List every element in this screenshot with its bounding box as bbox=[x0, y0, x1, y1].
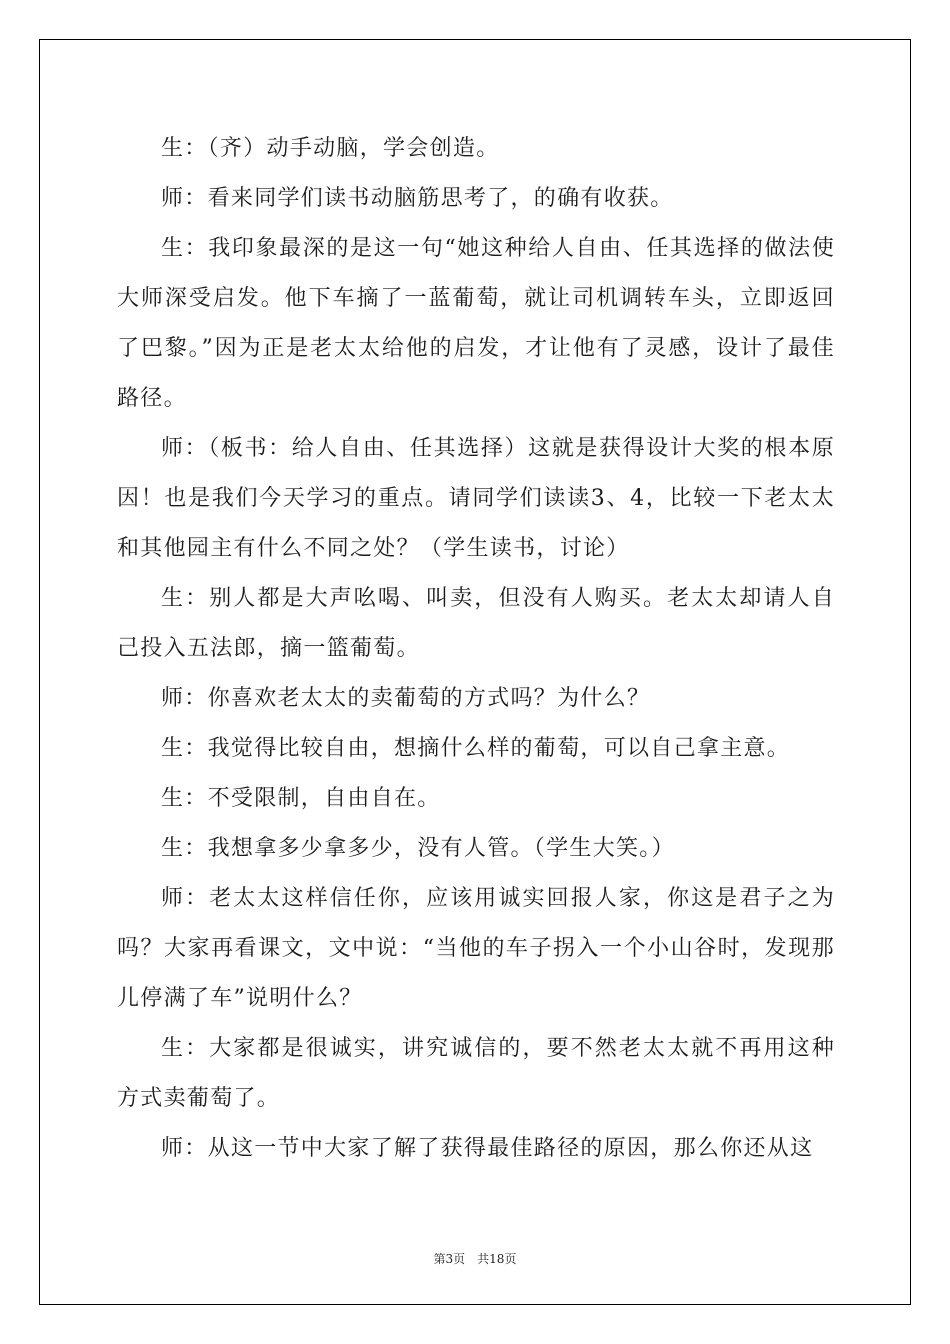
paragraph: 生：不受限制，自由自在。 bbox=[161, 786, 441, 811]
paragraph: 师：你喜欢老太太的卖葡萄的方式吗？为什么？ bbox=[161, 686, 651, 711]
paragraph: 生：我印象最深的是这一句“她这种给人自由、任其选择的做法使大师深受启发。他下车摘了一蓝葡萄，就让司机调转车头，立即返回了巴黎。”因为正是老太太给他的启发，才让他有了灵感，设计了最佳路径。 bbox=[117, 236, 835, 411]
paragraph: 生：我想拿多少拿多少，没有人管。（学生大笑。） bbox=[161, 836, 675, 861]
page-number: 第3页 bbox=[433, 1252, 466, 1266]
paragraph: 生：（齐）动手动脑，学会创造。 bbox=[161, 136, 500, 161]
paragraph: 师：从这一节中大家了解了获得最佳路径的原因，那么你还从这 bbox=[161, 1136, 814, 1161]
paragraph: 生：大家都是很诚实，讲究诚信的，要不然老太太就不再用这种方式卖葡萄了。 bbox=[117, 1036, 835, 1111]
paragraph: 生：别人都是大声吆喝、叫卖，但没有人购买。老太太却请人自己投入五法郎，摘一篮葡萄。 bbox=[117, 586, 835, 661]
paragraph: 生：我觉得比较自由，想摘什么样的葡萄，可以自己拿主意。 bbox=[161, 736, 791, 761]
paragraph: 师：（板书：给人自由、任其选择）这就是获得设计大奖的根本原因！也是我们今天学习的重点。请同学们读读3、4，比较一下老太太和其他园主有什么不同之处？（学生读书，讨论） bbox=[117, 436, 835, 561]
document-body bbox=[117, 124, 835, 1174]
page-footer bbox=[0, 1250, 950, 1267]
paragraph: 师：看来同学们读书动脑筋思考了，的确有收获。 bbox=[161, 186, 674, 211]
paragraph: 师：老太太这样信任你，应该用诚实回报人家，你这是君子之为吗？大家再看课文，文中说：“当他的车子拐入一个小山谷时，发现那儿停满了车”说明什么？ bbox=[117, 886, 835, 1011]
page-total: 共18页 bbox=[477, 1252, 517, 1266]
